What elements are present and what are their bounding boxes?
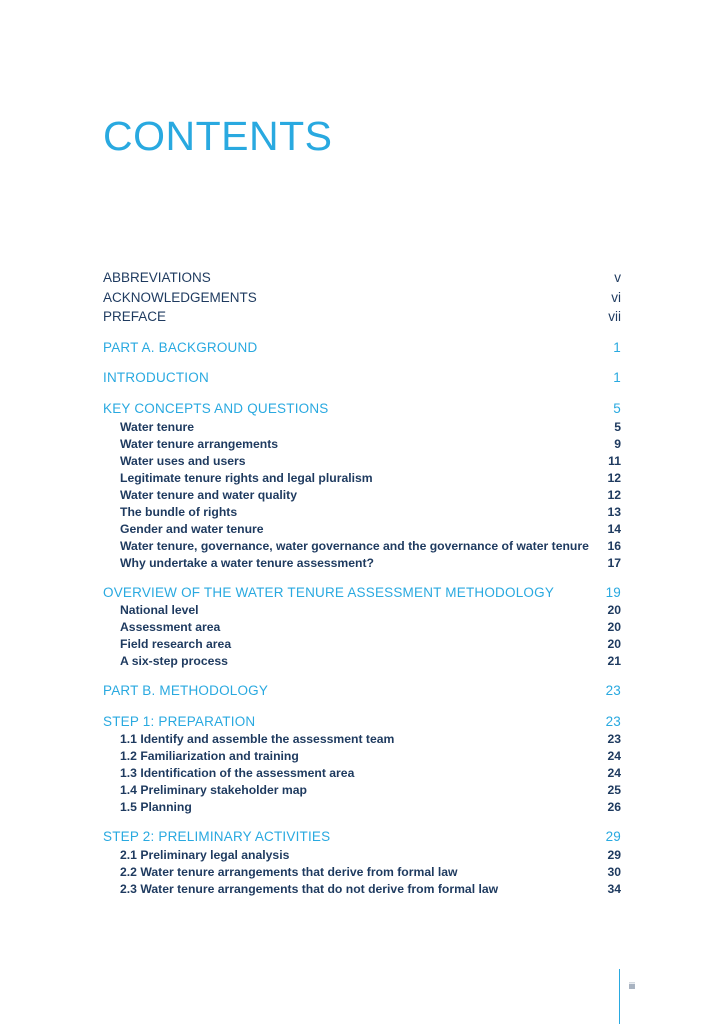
toc-section-label: STEP 2: PRELIMINARY ACTIVITIES [103,829,331,845]
toc-subentry-page: 14 [607,521,621,536]
toc-subentry[interactable] [103,436,621,453]
toc-subentry[interactable] [103,538,621,555]
toc-subentry-page: 34 [607,881,621,896]
toc-subentry-label: The bundle of rights [120,504,238,519]
toc-subentry-page: 20 [607,637,621,652]
toc-subentry[interactable] [103,487,621,504]
toc-section-label: KEY CONCEPTS AND QUESTIONS [103,400,329,416]
toc-subentry[interactable] [103,731,621,748]
toc-subentry[interactable] [103,748,621,765]
toc-section-page: 29 [605,829,621,845]
toc-entry-page: v [614,270,621,285]
toc-subentry[interactable] [103,419,621,436]
toc-subentry[interactable] [103,555,621,572]
toc-subentry-page: 25 [607,783,621,798]
toc-section-heading[interactable] [103,827,621,847]
toc-entry-label: ACKNOWLEDGEMENTS [103,289,257,305]
toc-subentry[interactable] [103,799,621,816]
toc-subentry-page: 12 [607,487,621,502]
toc-subentry-label: Assessment area [120,620,221,635]
toc-subentry-page: 23 [607,732,621,747]
toc-section-heading[interactable] [103,681,621,701]
toc-section-page: 19 [605,584,621,600]
toc-subentry-label: National level [120,603,199,618]
page-number: iii [629,981,635,991]
toc-subentry[interactable] [103,470,621,487]
toc-entry-page: vi [611,289,621,305]
toc-section-label: PART A. BACKGROUND [103,339,258,355]
toc-section-heading[interactable] [103,368,621,388]
toc-subentry[interactable] [103,602,621,619]
toc-subentry-page: 20 [607,620,621,635]
toc-section-heading[interactable] [103,338,621,358]
toc-subentry[interactable] [103,504,621,521]
toc-subentry-page: 29 [607,847,621,862]
toc-subentry-label: 1.2 Familiarization and training [120,749,299,764]
toc-subentry-label: Gender and water tenure [120,521,264,536]
toc-subentry-page: 17 [607,555,621,570]
toc-section-label: STEP 1: PREPARATION [103,713,256,729]
toc-subentry-page: 21 [607,654,621,669]
toc-subentry-page: 24 [607,766,621,781]
toc-subentry-label: Legitimate tenure rights and legal pluralism [120,470,373,485]
toc-section-label: OVERVIEW OF THE WATER TENURE ASSESSMENT METHODOLOGY [103,584,555,600]
toc-subentry[interactable] [103,782,621,799]
toc-subentry-page: 30 [607,864,621,879]
page-title: CONTENTS [103,113,333,159]
toc-subentry[interactable] [103,619,621,636]
toc-subentry-label: Why undertake a water tenure assessment? [120,555,374,570]
toc-sections [103,338,621,898]
toc-subentry-page: 16 [607,538,621,553]
toc-subentry-label: Water tenure, governance, water governance and the governance of water tenure [120,538,589,553]
toc-section-heading[interactable] [103,583,621,603]
toc-section-page: 1 [613,339,621,355]
toc-subentry[interactable] [103,881,621,898]
toc-section-heading[interactable] [103,712,621,732]
toc-subentry-label: 2.2 Water tenure arrangements that derive from formal law [120,864,458,879]
toc-subentry[interactable] [103,521,621,538]
toc-subentry-label: 1.3 Identification of the assessment area [120,766,355,781]
toc-subentry-label: Water tenure [120,419,195,434]
toc-subentry-label: Water tenure arrangements [120,436,279,451]
toc-section-page: 23 [605,683,621,699]
toc-subentry-label: 2.3 Water tenure arrangements that do not derive from formal law [120,881,499,896]
toc-subentry-page: 20 [607,603,621,618]
toc-subentry-label: 1.4 Preliminary stakeholder map [120,783,307,798]
toc-subentry-label: A six-step process [120,654,228,669]
toc-subentry-page: 24 [607,749,621,764]
toc-subentry-page: 26 [607,800,621,815]
toc-subentry[interactable] [103,847,621,864]
toc-section-label: PART B. METHODOLOGY [103,683,269,699]
toc-section-page: 1 [613,370,621,386]
toc-section-page: 5 [613,400,621,416]
toc-entry-label: ABBREVIATIONS [103,270,211,285]
toc-section-heading[interactable] [103,399,621,419]
toc-entry-page: vii [608,309,621,325]
toc-subentry-label: 2.1 Preliminary legal analysis [120,847,290,862]
toc-subentry-page: 5 [614,419,621,434]
toc-front-item[interactable] [103,268,621,288]
toc-subentry-label: 1.1 Identify and assemble the assessment team [120,732,395,747]
toc-subentry-label: Water tenure and water quality [120,487,297,502]
table-of-contents [103,268,621,898]
toc-subentry-label: Field research area [120,637,232,652]
toc-subentry[interactable] [103,453,621,470]
toc-subentry-label: Water uses and users [120,453,246,468]
toc-subentry-page: 11 [608,453,621,468]
toc-subentry[interactable] [103,765,621,782]
toc-front-item[interactable] [103,307,621,327]
toc-section-page: 23 [605,713,621,729]
toc-section-label: INTRODUCTION [103,370,209,386]
toc-front-item[interactable] [103,288,621,308]
toc-subentry-label: 1.5 Planning [120,800,192,815]
footer-divider [619,969,620,1024]
toc-entry-label: PREFACE [103,309,167,325]
toc-subentry[interactable] [103,864,621,881]
toc-subentry[interactable] [103,653,621,670]
toc-subentry[interactable] [103,636,621,653]
toc-subentry-page: 13 [607,504,621,519]
toc-subentry-page: 12 [607,470,621,485]
toc-subentry-page: 9 [614,436,621,451]
